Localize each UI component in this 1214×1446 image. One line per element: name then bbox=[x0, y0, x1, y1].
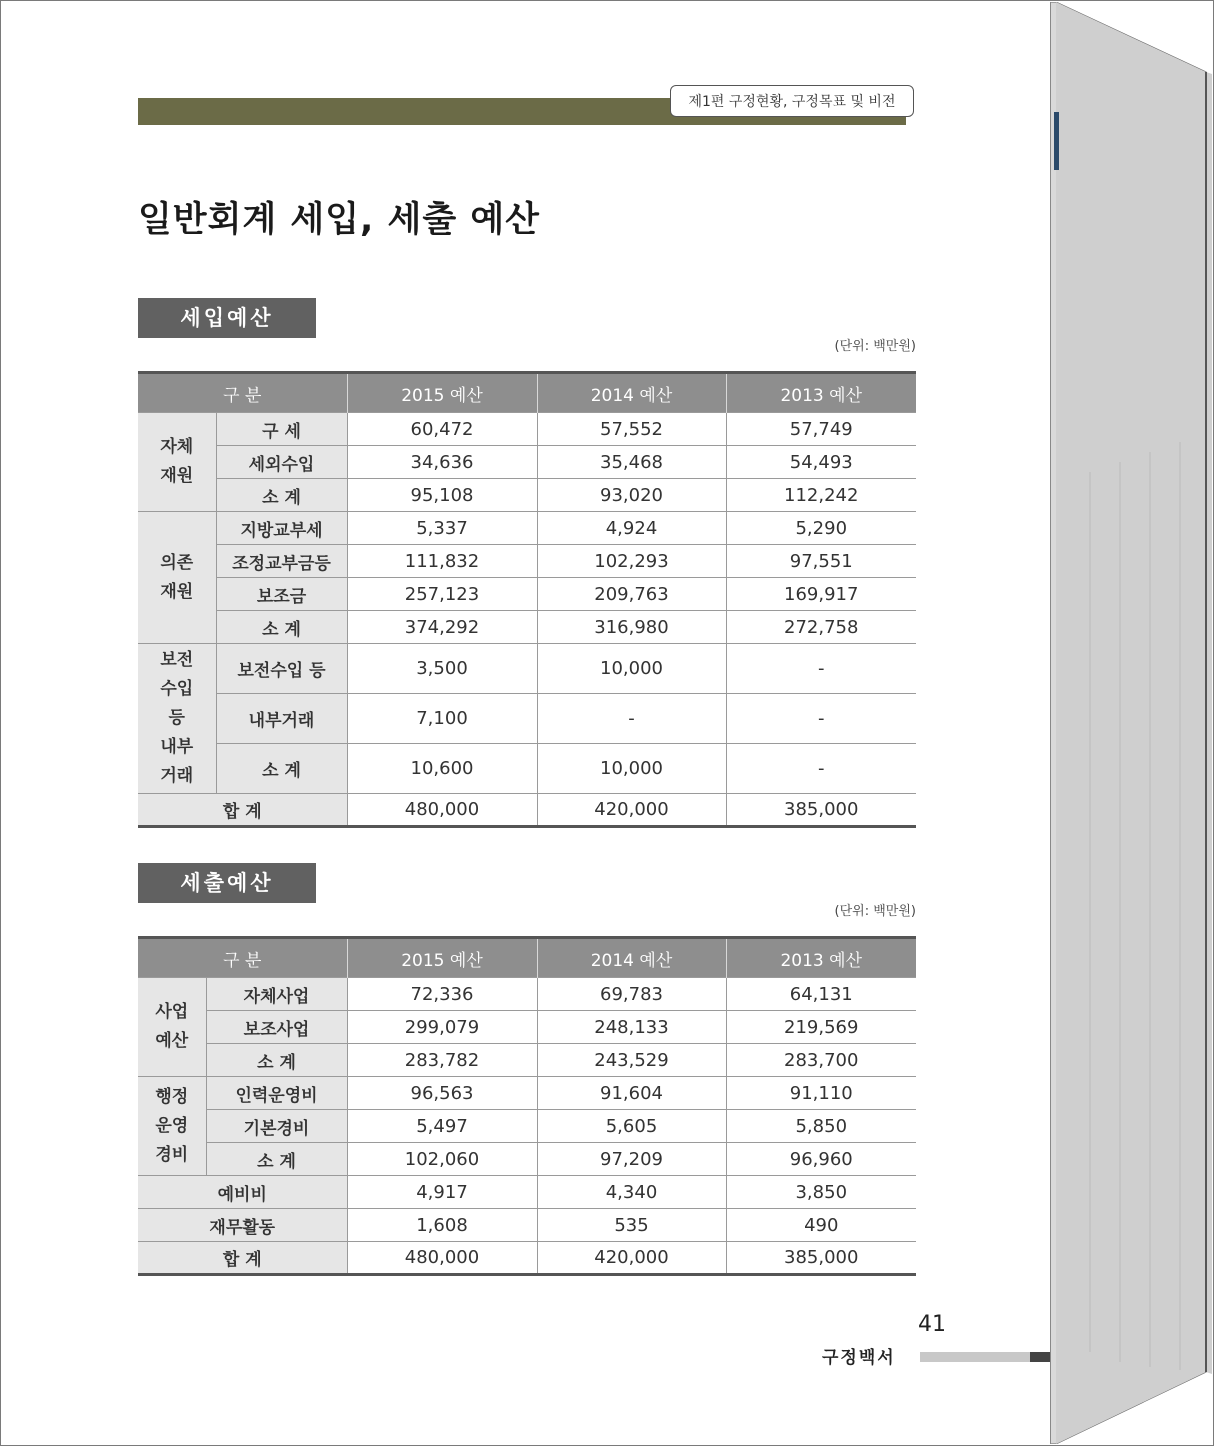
row-label: 구 세 bbox=[216, 413, 347, 446]
expenditure-section-label: 세출예산 bbox=[138, 863, 316, 903]
cell-2014: 35,468 bbox=[537, 446, 726, 479]
row-label: 소 계 bbox=[206, 1044, 347, 1077]
cell-2015: 480,000 bbox=[347, 1242, 537, 1275]
cell-2013: 385,000 bbox=[726, 794, 916, 827]
column-header: 2014 예산 bbox=[537, 373, 726, 413]
cell-2015: 257,123 bbox=[347, 578, 537, 611]
cell-2013: - bbox=[726, 744, 916, 794]
chapter-tab: 제1편 구정현황, 구정목표 및 비전 bbox=[670, 85, 914, 117]
cell-2015: 111,832 bbox=[347, 545, 537, 578]
cell-2014: 4,924 bbox=[537, 512, 726, 545]
cell-2014: 535 bbox=[537, 1209, 726, 1242]
cell-2014: 420,000 bbox=[537, 794, 726, 827]
cell-2015: 3,500 bbox=[347, 644, 537, 694]
table-row bbox=[138, 413, 916, 446]
table-row bbox=[138, 744, 916, 794]
cell-2013: 97,551 bbox=[726, 545, 916, 578]
expenditure-unit-note: (단위: 백만원) bbox=[834, 904, 916, 919]
cell-2014: 57,552 bbox=[537, 413, 726, 446]
column-header: 2015 예산 bbox=[347, 373, 537, 413]
total-row bbox=[138, 794, 916, 827]
cell-2014: 102,293 bbox=[537, 545, 726, 578]
cell-2013: 272,758 bbox=[726, 611, 916, 644]
row-label: 재무활동 bbox=[138, 1209, 347, 1242]
row-label: 소 계 bbox=[206, 1143, 347, 1176]
cell-2015: 1,608 bbox=[347, 1209, 537, 1242]
table-row bbox=[138, 1011, 916, 1044]
row-label: 소 계 bbox=[216, 479, 347, 512]
row-label: 내부거래 bbox=[216, 694, 347, 744]
cell-2013: 3,850 bbox=[726, 1176, 916, 1209]
cell-2014: 209,763 bbox=[537, 578, 726, 611]
cell-2015: 102,060 bbox=[347, 1143, 537, 1176]
row-label: 인력운영비 bbox=[206, 1077, 347, 1110]
cell-2015: 480,000 bbox=[347, 794, 537, 827]
column-header: 2013 예산 bbox=[726, 938, 916, 978]
row-label: 소 계 bbox=[216, 744, 347, 794]
table-row bbox=[138, 1044, 916, 1077]
cell-2013: 112,242 bbox=[726, 479, 916, 512]
cell-2013: 283,700 bbox=[726, 1044, 916, 1077]
cell-2013: 490 bbox=[726, 1209, 916, 1242]
cell-2014: 10,000 bbox=[537, 644, 726, 694]
column-header: 구 분 bbox=[138, 373, 347, 413]
revenue-section-label: 세입예산 bbox=[138, 298, 316, 338]
cell-2014: 93,020 bbox=[537, 479, 726, 512]
cell-2014: 243,529 bbox=[537, 1044, 726, 1077]
cell-2013: 5,290 bbox=[726, 512, 916, 545]
row-label: 보전수입 등 bbox=[216, 644, 347, 694]
cell-2014: 97,209 bbox=[537, 1143, 726, 1176]
expenditure-table bbox=[138, 936, 916, 1276]
cell-2013: 91,110 bbox=[726, 1077, 916, 1110]
table-row bbox=[138, 446, 916, 479]
column-header: 2015 예산 bbox=[347, 938, 537, 978]
cell-2015: 374,292 bbox=[347, 611, 537, 644]
row-label: 지방교부세 bbox=[216, 512, 347, 545]
cell-2014: 5,605 bbox=[537, 1110, 726, 1143]
page-number: 41 bbox=[918, 1312, 946, 1337]
row-label: 자체사업 bbox=[206, 978, 347, 1011]
cell-2013: 219,569 bbox=[726, 1011, 916, 1044]
footer-bar bbox=[920, 1352, 1030, 1362]
column-header: 2014 예산 bbox=[537, 938, 726, 978]
cell-2013: - bbox=[726, 644, 916, 694]
row-label: 합 계 bbox=[138, 794, 347, 827]
cell-2014: 91,604 bbox=[537, 1077, 726, 1110]
cell-2013: - bbox=[726, 694, 916, 744]
cell-2014: - bbox=[537, 694, 726, 744]
footer-bar-accent bbox=[1030, 1352, 1050, 1362]
group-label: 행정 운영 경비 bbox=[138, 1077, 206, 1176]
cell-2015: 10,600 bbox=[347, 744, 537, 794]
cell-2015: 5,497 bbox=[347, 1110, 537, 1143]
table-row bbox=[138, 694, 916, 744]
table-row bbox=[138, 578, 916, 611]
row-label: 합 계 bbox=[138, 1242, 347, 1275]
table-row bbox=[138, 479, 916, 512]
cell-2015: 4,917 bbox=[347, 1176, 537, 1209]
table-header-row bbox=[138, 938, 916, 978]
table-row bbox=[138, 1110, 916, 1143]
table-row bbox=[138, 1077, 916, 1110]
cell-2013: 57,749 bbox=[726, 413, 916, 446]
cell-2015: 299,079 bbox=[347, 1011, 537, 1044]
book-title: 구정백서 bbox=[822, 1348, 896, 1368]
column-header: 구 분 bbox=[138, 938, 347, 978]
group-label: 보전 수입 등 내부 거래 bbox=[138, 644, 216, 794]
cell-2014: 69,783 bbox=[537, 978, 726, 1011]
table-row bbox=[138, 1176, 916, 1209]
table-row bbox=[138, 644, 916, 694]
page-title: 일반회계 세입, 세출 예산 bbox=[138, 200, 540, 240]
column-header: 2013 예산 bbox=[726, 373, 916, 413]
cell-2013: 169,917 bbox=[726, 578, 916, 611]
row-label: 예비비 bbox=[138, 1176, 347, 1209]
group-label: 자체 재원 bbox=[138, 413, 216, 512]
cell-2015: 5,337 bbox=[347, 512, 537, 545]
revenue-table bbox=[138, 371, 916, 828]
cell-2013: 5,850 bbox=[726, 1110, 916, 1143]
cell-2014: 248,133 bbox=[537, 1011, 726, 1044]
book-page-edge bbox=[1050, 2, 1212, 1444]
cell-2015: 283,782 bbox=[347, 1044, 537, 1077]
cell-2013: 54,493 bbox=[726, 446, 916, 479]
cell-2014: 10,000 bbox=[537, 744, 726, 794]
table-row bbox=[138, 611, 916, 644]
cell-2015: 60,472 bbox=[347, 413, 537, 446]
row-label: 조정교부금등 bbox=[216, 545, 347, 578]
total-row bbox=[138, 1242, 916, 1275]
cell-2013: 64,131 bbox=[726, 978, 916, 1011]
row-label: 보조사업 bbox=[206, 1011, 347, 1044]
cell-2015: 72,336 bbox=[347, 978, 537, 1011]
group-label: 의존 재원 bbox=[138, 512, 216, 644]
table-row bbox=[138, 512, 916, 545]
row-label: 소 계 bbox=[216, 611, 347, 644]
cell-2015: 96,563 bbox=[347, 1077, 537, 1110]
cell-2013: 385,000 bbox=[726, 1242, 916, 1275]
cell-2013: 96,960 bbox=[726, 1143, 916, 1176]
cell-2015: 34,636 bbox=[347, 446, 537, 479]
cell-2014: 316,980 bbox=[537, 611, 726, 644]
cell-2015: 7,100 bbox=[347, 694, 537, 744]
revenue-unit-note: (단위: 백만원) bbox=[834, 339, 916, 354]
table-header-row bbox=[138, 373, 916, 413]
cell-2014: 420,000 bbox=[537, 1242, 726, 1275]
cell-2014: 4,340 bbox=[537, 1176, 726, 1209]
group-label: 사업 예산 bbox=[138, 978, 206, 1077]
table-row bbox=[138, 1143, 916, 1176]
table-row bbox=[138, 1209, 916, 1242]
row-label: 보조금 bbox=[216, 578, 347, 611]
table-row bbox=[138, 545, 916, 578]
cell-2015: 95,108 bbox=[347, 479, 537, 512]
row-label: 세외수입 bbox=[216, 446, 347, 479]
row-label: 기본경비 bbox=[206, 1110, 347, 1143]
table-row bbox=[138, 978, 916, 1011]
